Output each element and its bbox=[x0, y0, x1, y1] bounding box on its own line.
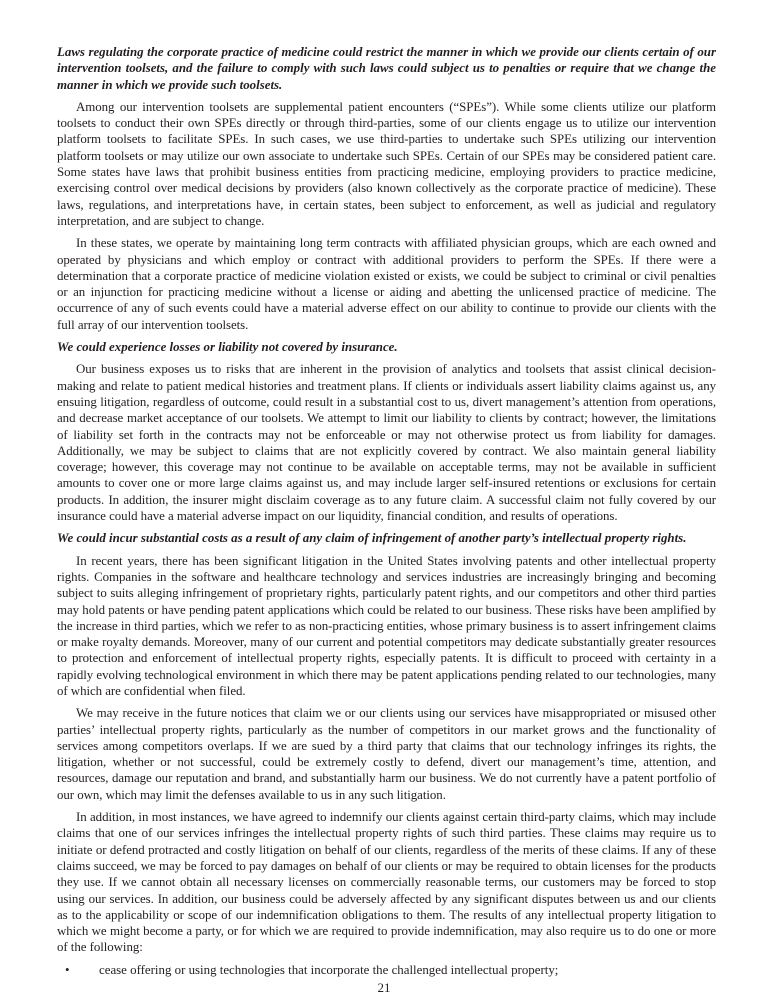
bullet-text: cease offering or using technologies that incorporate the challenged intellectual property; bbox=[99, 962, 559, 977]
section-heading-ip-infringement: We could incur substantial costs as a result of any claim of infringement of another party’s intellectual property rights. bbox=[57, 531, 687, 546]
bullet-item bbox=[57, 962, 716, 978]
paragraph: Among our intervention toolsets are supplemental patient encounters (“SPEs”). While some clients utilize our platform toolsets to conduct their own SPEs directly or through third-parties, some of our clients engage us to utilize our intervention platform toolsets to facilitate SPEs. In such cases, we use third-parties to undertake such SPEs utilizing our intervention platform toolsets or may utilize our own associate to undertake such SPEs. Certain of our SPEs may be considered patient care. Some states have laws that prohibit business entities from practicing medicine, employing providers to practice medicine, exercising control over medical decisions by providers (also known collectively as the corporate practice of medicine). These laws, regulations, and interpretations have, in certain states, been subject to enforcement, as well as judicial and regulatory interpretation, and are subject to change. bbox=[57, 99, 716, 228]
section-heading-insurance: We could experience losses or liability not covered by insurance. bbox=[57, 340, 398, 355]
paragraph: In addition, in most instances, we have agreed to indemnify our clients against certain third-party claims, which may include claims that one of our services infringes the intellectual property rights of such third parties. These claims may require us to initiate or defend protracted and costly litigation on behalf of our clients, regardless of the merits of these claims. If any of these claims succeed, we may be forced to pay damages on behalf of our clients or may be required to obtain licenses for the products they use. If we cannot obtain all necessary licenses on commercially reasonable terms, our customers may be forced to stop using our services. In addition, our business could be adversely affected by any significant disputes between us and our clients as to the applicability or scope of our indemnification obligations to them. The results of any intellectual property litigation to which we might become a party, or for which we are required to provide indemnification, may also require us to do one or more of the following: bbox=[57, 810, 716, 955]
bullet-icon: • bbox=[65, 962, 70, 977]
paragraph: In recent years, there has been significant litigation in the United States involving patents and other intellectual property rights. Companies in the software and healthcare technology and services industries are increasingly bringing and becoming subject to suits alleging infringement of proprietary rights, particularly patent rights, and our competitors and other third parties may hold patents or have pending patent applications which could be related to our business. These risks have been amplified by the increase in third parties, which we refer to as non-practicing entities, whose primary business is to assert infringement claims or make royalty demands. Moreover, many of our current and potential competitors may dedicate substantially greater resources to protection and enforcement of intellectual property rights, especially patents. It is difficult to proceed with certainty in a rapidly evolving technological environment in which there may be patent applications pending related to our technologies, many of which are confidential when filed. bbox=[57, 553, 716, 698]
paragraph: In these states, we operate by maintaining long term contracts with affiliated physician groups, which are each owned and operated by physicians and which employ or contract with additional providers to perform the SPEs. If there were a determination that a corporate practice of medicine violation existed or exists, we could be subject to criminal or civil penalties or an injunction for practicing medicine without a license or aiding and abetting the unlicensed practice of medicine. The occurrence of any of such events could have a material adverse effect on our ability to continue to provide our clients with the full array of our intervention toolsets. bbox=[57, 236, 716, 332]
page-number: 21 bbox=[377, 980, 391, 996]
paragraph: We may receive in the future notices that claim we or our clients using our services have misappropriated or misused other parties’ intellectual property rights, particularly as the number of competitors in our market grows and the functionality of services among competitors overlaps. If we are sued by a third party that claims that our technology infringes its rights, the litigation, whether or not successful, could be extremely costly to defend, divert our management’s time, attention, and resources, damage our reputation and brand, and substantially harm our business. We do not currently have a patent portfolio of our own, which may limit the defenses available to us in any such litigation. bbox=[57, 706, 716, 802]
document-page bbox=[57, 0, 716, 996]
section-heading-corporate-practice: Laws regulating the corporate practice of medicine could restrict the manner in which we provide our clients certain of our intervention toolsets, and the failure to comply with such laws could subject us to penalties or require that we change the manner in which we provide such toolsets. bbox=[57, 45, 716, 92]
paragraph: Our business exposes us to risks that are inherent in the provision of analytics and toolsets that assist clinical decision-making and relate to patient medical histories and treatment plans. If clients or individuals assert liability claims against us, any ensuing litigation, regardless of outcome, could result in a substantial cost to us, divert management’s attention from operations, and decrease market acceptance of our toolsets. We attempt to limit our liability to clients by contract; however, the limitations of liability set forth in the contracts may not be enforceable or may not otherwise protect us from liability for damages. Additionally, we may be subject to claims that are not explicitly covered by contract. We also maintain general liability coverage; however, this coverage may not continue to be available on acceptable terms, may not be available in sufficient amounts to cover one or more large claims against us, and may include larger self-insured retentions or exclusions for certain products. In addition, the insurer might disclaim coverage as to any future claim. A successful claim not fully covered by our insurance could have a material adverse impact on our liquidity, financial condition, and results of operations. bbox=[57, 362, 716, 524]
